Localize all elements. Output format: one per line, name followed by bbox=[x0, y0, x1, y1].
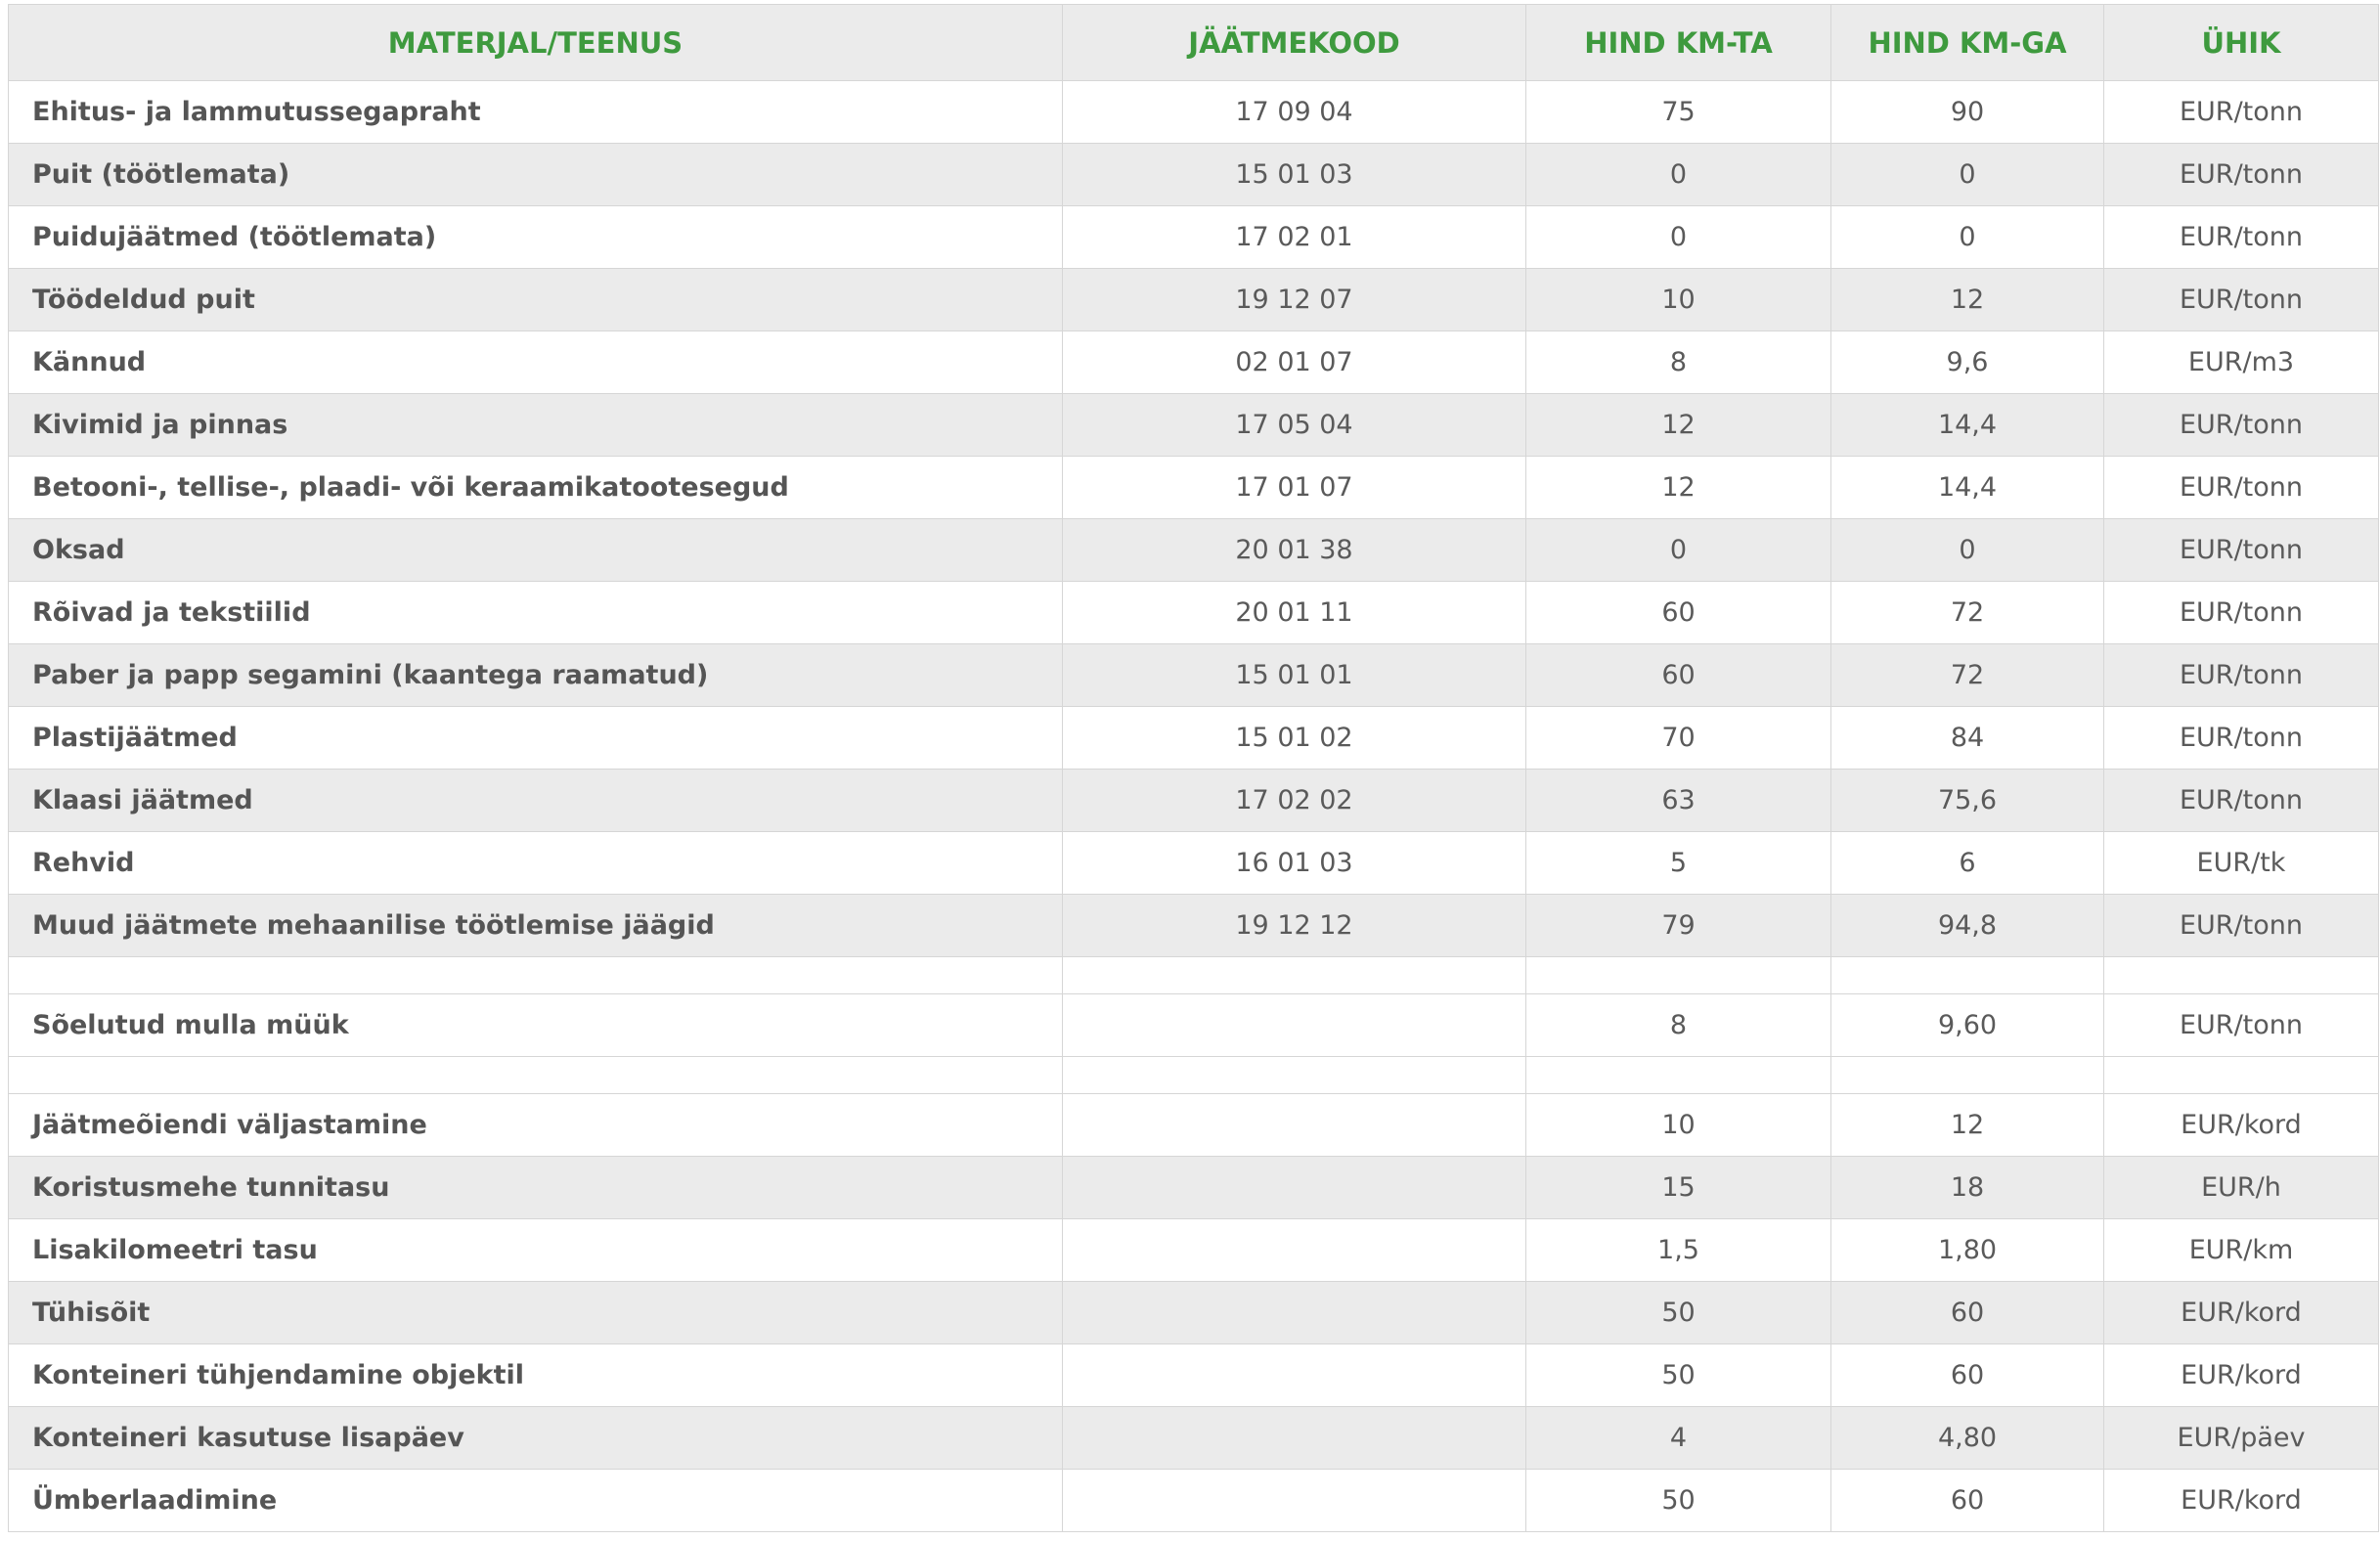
table-row bbox=[9, 994, 2379, 1057]
header-price-with-vat: HIND KM-GA bbox=[1831, 5, 2104, 81]
cell-unit: EUR/tonn bbox=[2104, 994, 2379, 1057]
table-row bbox=[9, 1094, 2379, 1157]
cell-price-without-vat: 75 bbox=[1526, 81, 1831, 144]
price-table-container bbox=[8, 4, 2378, 1532]
cell-material: Töödeldud puit bbox=[9, 269, 1063, 331]
cell-price-without-vat: 10 bbox=[1526, 269, 1831, 331]
cell-material: Paber ja papp segamini (kaantega raamatud) bbox=[9, 644, 1063, 707]
table-row bbox=[9, 81, 2379, 144]
cell-price-with-vat: 12 bbox=[1831, 1094, 2104, 1157]
table-row bbox=[9, 707, 2379, 770]
cell-price-without-vat: 63 bbox=[1526, 770, 1831, 832]
cell-price-with-vat: 14,4 bbox=[1831, 394, 2104, 457]
price-table bbox=[8, 4, 2379, 1532]
cell-price-without-vat: 4 bbox=[1526, 1407, 1831, 1470]
cell-price-with-vat: 75,6 bbox=[1831, 770, 2104, 832]
cell-price-with-vat: 0 bbox=[1831, 519, 2104, 582]
cell-material: Betooni-, tellise-, plaadi- või keraamikatootesegud bbox=[9, 457, 1063, 519]
cell-material: Konteineri tühjendamine objektil bbox=[9, 1344, 1063, 1407]
table-row bbox=[9, 331, 2379, 394]
cell-waste-code: 17 02 01 bbox=[1063, 206, 1526, 269]
cell-price-with-vat: 0 bbox=[1831, 144, 2104, 206]
table-body bbox=[9, 81, 2379, 1532]
table-row bbox=[9, 895, 2379, 957]
header-waste-code: JÄÄTMEKOOD bbox=[1063, 5, 1526, 81]
cell-material bbox=[9, 1057, 1063, 1094]
cell-material: Tühisõit bbox=[9, 1282, 1063, 1344]
cell-unit: EUR/tk bbox=[2104, 832, 2379, 895]
cell-price-with-vat: 72 bbox=[1831, 582, 2104, 644]
cell-unit: EUR/päev bbox=[2104, 1407, 2379, 1470]
cell-price-with-vat: 18 bbox=[1831, 1157, 2104, 1219]
table-row bbox=[9, 832, 2379, 895]
cell-price-without-vat: 50 bbox=[1526, 1344, 1831, 1407]
cell-material: Muud jäätmete mehaanilise töötlemise jäägid bbox=[9, 895, 1063, 957]
table-row bbox=[9, 1344, 2379, 1407]
cell-unit: EUR/tonn bbox=[2104, 144, 2379, 206]
cell-waste-code: 17 05 04 bbox=[1063, 394, 1526, 457]
table-row bbox=[9, 206, 2379, 269]
cell-unit: EUR/h bbox=[2104, 1157, 2379, 1219]
table-row bbox=[9, 1282, 2379, 1344]
cell-waste-code bbox=[1063, 1470, 1526, 1532]
cell-price-without-vat bbox=[1526, 1057, 1831, 1094]
cell-price-without-vat: 60 bbox=[1526, 582, 1831, 644]
cell-price-with-vat: 90 bbox=[1831, 81, 2104, 144]
cell-price-without-vat bbox=[1526, 957, 1831, 994]
cell-waste-code: 20 01 38 bbox=[1063, 519, 1526, 582]
cell-price-with-vat: 0 bbox=[1831, 206, 2104, 269]
cell-unit bbox=[2104, 1057, 2379, 1094]
cell-price-with-vat: 6 bbox=[1831, 832, 2104, 895]
table-row bbox=[9, 1407, 2379, 1470]
cell-price-with-vat: 60 bbox=[1831, 1470, 2104, 1532]
table-row bbox=[9, 1219, 2379, 1282]
cell-waste-code bbox=[1063, 1157, 1526, 1219]
cell-waste-code: 17 02 02 bbox=[1063, 770, 1526, 832]
cell-unit: EUR/kord bbox=[2104, 1094, 2379, 1157]
cell-unit: EUR/tonn bbox=[2104, 269, 2379, 331]
cell-waste-code: 19 12 12 bbox=[1063, 895, 1526, 957]
table-spacer-row bbox=[9, 1057, 2379, 1094]
header-price-without-vat: HIND KM-TA bbox=[1526, 5, 1831, 81]
cell-material: Jäätmeõiendi väljastamine bbox=[9, 1094, 1063, 1157]
cell-price-without-vat: 15 bbox=[1526, 1157, 1831, 1219]
cell-price-without-vat: 0 bbox=[1526, 519, 1831, 582]
cell-price-without-vat: 1,5 bbox=[1526, 1219, 1831, 1282]
cell-unit: EUR/kord bbox=[2104, 1344, 2379, 1407]
cell-waste-code: 15 01 03 bbox=[1063, 144, 1526, 206]
cell-price-without-vat: 5 bbox=[1526, 832, 1831, 895]
table-row bbox=[9, 770, 2379, 832]
cell-price-without-vat: 0 bbox=[1526, 206, 1831, 269]
table-row bbox=[9, 269, 2379, 331]
cell-unit: EUR/tonn bbox=[2104, 81, 2379, 144]
cell-unit: EUR/tonn bbox=[2104, 770, 2379, 832]
cell-unit: EUR/kord bbox=[2104, 1282, 2379, 1344]
cell-material: Konteineri kasutuse lisapäev bbox=[9, 1407, 1063, 1470]
table-row bbox=[9, 1470, 2379, 1532]
cell-unit: EUR/tonn bbox=[2104, 895, 2379, 957]
table-spacer-row bbox=[9, 957, 2379, 994]
cell-waste-code bbox=[1063, 994, 1526, 1057]
cell-waste-code: 02 01 07 bbox=[1063, 331, 1526, 394]
cell-unit: EUR/tonn bbox=[2104, 519, 2379, 582]
cell-price-with-vat bbox=[1831, 957, 2104, 994]
cell-waste-code: 20 01 11 bbox=[1063, 582, 1526, 644]
cell-price-with-vat: 12 bbox=[1831, 269, 2104, 331]
table-row bbox=[9, 519, 2379, 582]
cell-price-without-vat: 60 bbox=[1526, 644, 1831, 707]
cell-waste-code bbox=[1063, 1057, 1526, 1094]
cell-unit: EUR/tonn bbox=[2104, 707, 2379, 770]
header-material: MATERJAL/TEENUS bbox=[9, 5, 1063, 81]
cell-waste-code bbox=[1063, 1094, 1526, 1157]
cell-material: Koristusmehe tunnitasu bbox=[9, 1157, 1063, 1219]
table-row bbox=[9, 457, 2379, 519]
cell-unit: EUR/km bbox=[2104, 1219, 2379, 1282]
cell-waste-code: 17 01 07 bbox=[1063, 457, 1526, 519]
header-row bbox=[9, 5, 2379, 81]
cell-waste-code: 17 09 04 bbox=[1063, 81, 1526, 144]
cell-price-without-vat: 8 bbox=[1526, 331, 1831, 394]
cell-material: Ümberlaadimine bbox=[9, 1470, 1063, 1532]
cell-price-without-vat: 12 bbox=[1526, 457, 1831, 519]
cell-material: Kivimid ja pinnas bbox=[9, 394, 1063, 457]
cell-unit: EUR/tonn bbox=[2104, 644, 2379, 707]
cell-material: Lisakilomeetri tasu bbox=[9, 1219, 1063, 1282]
cell-price-without-vat: 12 bbox=[1526, 394, 1831, 457]
cell-price-without-vat: 79 bbox=[1526, 895, 1831, 957]
cell-material bbox=[9, 957, 1063, 994]
cell-waste-code: 19 12 07 bbox=[1063, 269, 1526, 331]
table-row bbox=[9, 582, 2379, 644]
cell-unit: EUR/tonn bbox=[2104, 394, 2379, 457]
cell-unit: EUR/tonn bbox=[2104, 457, 2379, 519]
cell-price-with-vat: 9,60 bbox=[1831, 994, 2104, 1057]
cell-price-without-vat: 50 bbox=[1526, 1282, 1831, 1344]
cell-material: Klaasi jäätmed bbox=[9, 770, 1063, 832]
cell-price-with-vat: 9,6 bbox=[1831, 331, 2104, 394]
cell-price-with-vat: 60 bbox=[1831, 1282, 2104, 1344]
cell-price-without-vat: 50 bbox=[1526, 1470, 1831, 1532]
cell-price-with-vat: 4,80 bbox=[1831, 1407, 2104, 1470]
cell-price-with-vat: 1,80 bbox=[1831, 1219, 2104, 1282]
cell-material: Oksad bbox=[9, 519, 1063, 582]
cell-price-without-vat: 8 bbox=[1526, 994, 1831, 1057]
cell-material: Ehitus- ja lammutussegapraht bbox=[9, 81, 1063, 144]
cell-waste-code bbox=[1063, 1219, 1526, 1282]
table-row bbox=[9, 394, 2379, 457]
cell-unit: EUR/m3 bbox=[2104, 331, 2379, 394]
cell-material: Sõelutud mulla müük bbox=[9, 994, 1063, 1057]
cell-material: Rehvid bbox=[9, 832, 1063, 895]
table-row bbox=[9, 144, 2379, 206]
table-header bbox=[9, 5, 2379, 81]
cell-unit bbox=[2104, 957, 2379, 994]
cell-material: Plastijäätmed bbox=[9, 707, 1063, 770]
cell-unit: EUR/tonn bbox=[2104, 206, 2379, 269]
cell-price-with-vat bbox=[1831, 1057, 2104, 1094]
cell-waste-code bbox=[1063, 1282, 1526, 1344]
table-row bbox=[9, 1157, 2379, 1219]
cell-unit: EUR/kord bbox=[2104, 1470, 2379, 1532]
cell-material: Puidujäätmed (töötlemata) bbox=[9, 206, 1063, 269]
cell-waste-code bbox=[1063, 1344, 1526, 1407]
cell-waste-code: 16 01 03 bbox=[1063, 832, 1526, 895]
cell-price-without-vat: 70 bbox=[1526, 707, 1831, 770]
cell-waste-code: 15 01 02 bbox=[1063, 707, 1526, 770]
cell-price-without-vat: 10 bbox=[1526, 1094, 1831, 1157]
cell-material: Kännud bbox=[9, 331, 1063, 394]
cell-material: Puit (töötlemata) bbox=[9, 144, 1063, 206]
header-unit: ÜHIK bbox=[2104, 5, 2379, 81]
cell-price-without-vat: 0 bbox=[1526, 144, 1831, 206]
cell-unit: EUR/tonn bbox=[2104, 582, 2379, 644]
cell-material: Rõivad ja tekstiilid bbox=[9, 582, 1063, 644]
cell-price-with-vat: 60 bbox=[1831, 1344, 2104, 1407]
cell-price-with-vat: 84 bbox=[1831, 707, 2104, 770]
cell-price-with-vat: 72 bbox=[1831, 644, 2104, 707]
cell-waste-code bbox=[1063, 957, 1526, 994]
cell-price-with-vat: 14,4 bbox=[1831, 457, 2104, 519]
cell-price-with-vat: 94,8 bbox=[1831, 895, 2104, 957]
cell-waste-code bbox=[1063, 1407, 1526, 1470]
table-row bbox=[9, 644, 2379, 707]
cell-waste-code: 15 01 01 bbox=[1063, 644, 1526, 707]
